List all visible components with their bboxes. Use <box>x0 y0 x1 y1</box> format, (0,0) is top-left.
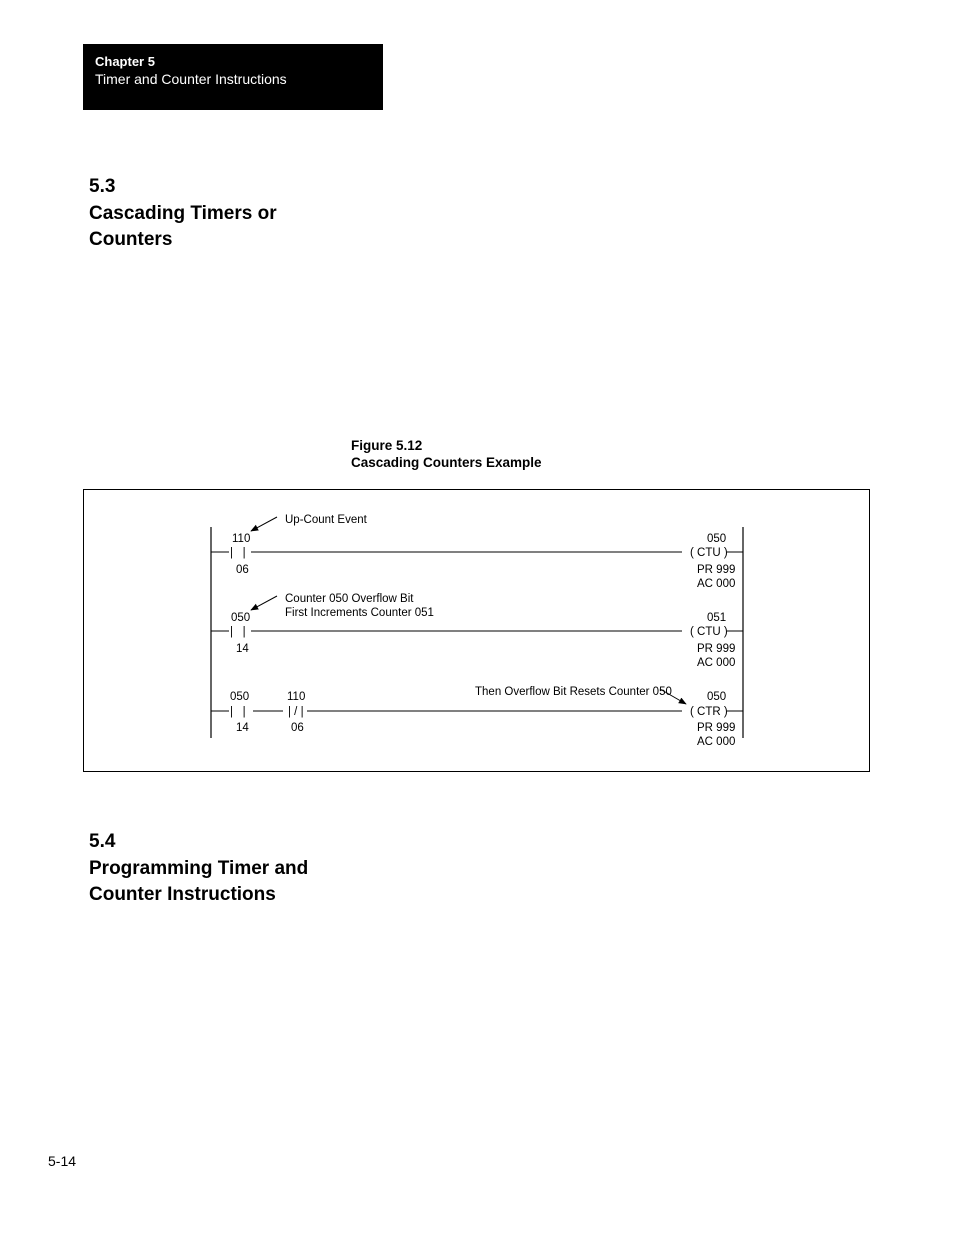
arrow <box>251 596 277 610</box>
annotation-up-count: Up-Count Event <box>285 514 367 526</box>
rung-3 <box>211 686 743 748</box>
contact-address: 110 <box>232 533 251 545</box>
contact-symbol: | / | <box>288 706 304 718</box>
section-title-line: Programming Timer and <box>89 857 309 879</box>
contact-bit: 14 <box>236 722 249 734</box>
figure-caption <box>351 437 542 471</box>
output-preset: PR 999 <box>697 722 736 734</box>
section-title-line: Cascading Timers or <box>89 202 277 224</box>
ladder-diagram <box>84 490 871 773</box>
output-address: 050 <box>707 533 727 545</box>
output-accum: AC 000 <box>697 578 736 590</box>
section-number: 5.4 <box>89 831 116 852</box>
output-instruction: ( CTR ) <box>690 706 728 718</box>
page-number: 5-14 <box>48 1153 77 1169</box>
contact-bit: 14 <box>236 643 249 655</box>
figure-number: Figure 5.12 <box>351 438 423 453</box>
figure-title: Cascading Counters Example <box>351 455 542 470</box>
contact-symbol: | | <box>230 547 246 559</box>
contact-address: 050 <box>231 612 251 624</box>
rung-1 <box>211 514 743 590</box>
section-title-line: Counter Instructions <box>89 884 276 905</box>
output-preset: PR 999 <box>697 564 736 576</box>
section-title-line: Counters <box>89 229 173 250</box>
contact-bit: 06 <box>291 722 304 734</box>
section-5-4-heading <box>89 829 308 909</box>
section-number: 5.3 <box>89 176 116 197</box>
arrow <box>251 517 277 531</box>
annotation-overflow-line1: Counter 050 Overflow Bit <box>285 593 414 605</box>
annotation-reset: Then Overflow Bit Resets Counter 050 <box>475 686 672 698</box>
contact-address: 110 <box>287 691 306 703</box>
annotation-overflow-line2: First Increments Counter 051 <box>285 607 434 619</box>
contact-symbol: | | <box>230 626 246 638</box>
ladder-diagram-figure <box>83 489 870 772</box>
output-address: 050 <box>707 691 727 703</box>
rung-2 <box>211 593 743 669</box>
output-instruction: ( CTU ) <box>690 626 728 638</box>
contact-address: 050 <box>230 691 250 703</box>
contact-bit: 06 <box>236 564 249 576</box>
output-preset: PR 999 <box>697 643 736 655</box>
chapter-title: Timer and Counter Instructions <box>95 71 287 87</box>
chapter-number: Chapter 5 <box>95 54 155 69</box>
output-accum: AC 000 <box>697 736 736 748</box>
output-accum: AC 000 <box>697 657 736 669</box>
output-instruction: ( CTU ) <box>690 547 728 559</box>
output-address: 051 <box>707 612 727 624</box>
chapter-header <box>83 44 383 110</box>
section-5-3-heading <box>89 174 277 254</box>
contact-symbol: | | <box>230 706 246 718</box>
